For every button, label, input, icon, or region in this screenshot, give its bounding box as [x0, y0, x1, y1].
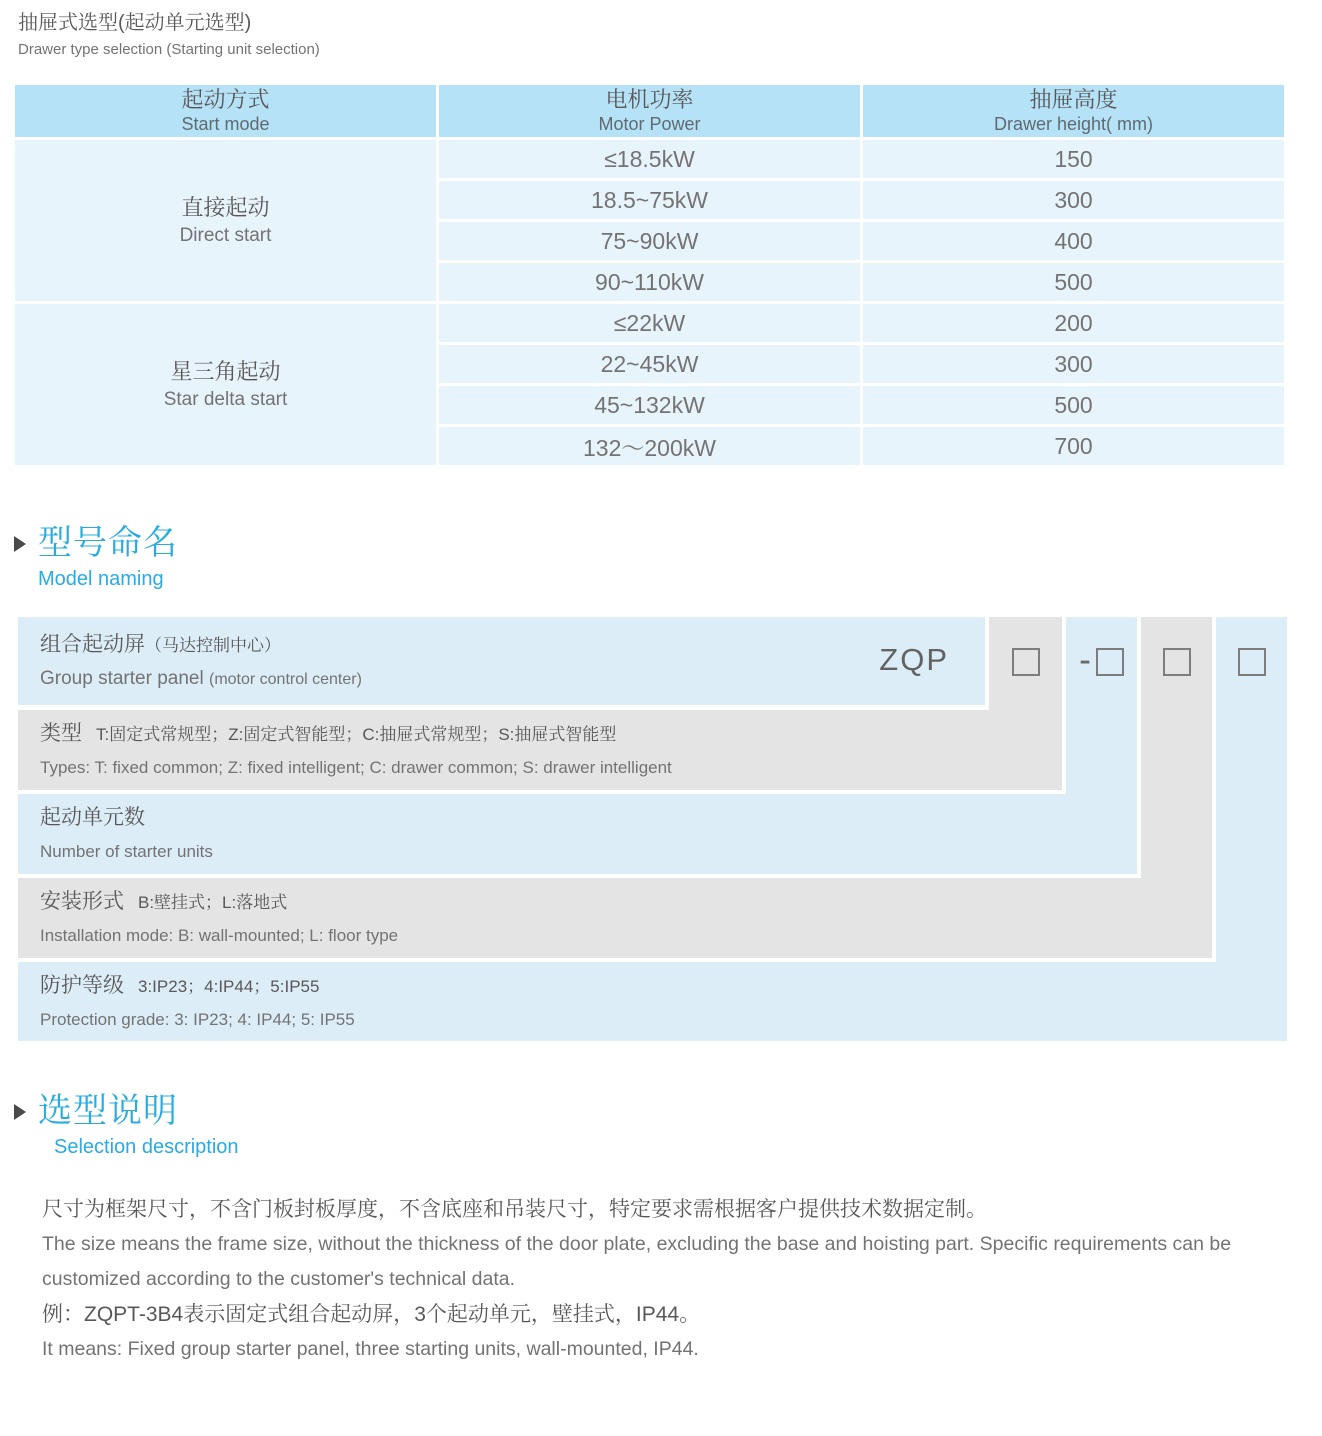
naming-row-en: [40, 668, 985, 691]
power-cell: 22~45kW: [439, 345, 860, 383]
naming-row-zh-main: 组合起动屏: [40, 632, 145, 656]
doc-title-zh: 抽屉式选型(起动单元选型): [18, 12, 252, 34]
description-paragraph-en: The size means the frame size, without the thickness of the door plate, excluding the base and hoisting part. Specific requirements can be customized according to the customer's technical data.: [42, 1233, 1232, 1290]
section-heading-zh: 型号命名: [38, 524, 178, 562]
section-arrow-icon: [14, 1104, 26, 1120]
height-cell: 150: [863, 140, 1284, 178]
height-cell: 300: [863, 345, 1284, 383]
naming-strip-starter-units: [1066, 617, 1137, 874]
naming-row-en: Types: T: fixed common; Z: fixed intelligent; C: drawer common; S: drawer intelligent: [40, 758, 672, 777]
naming-row-zh-detail: 3:IP23；4:IP44；5:IP55: [138, 976, 320, 996]
selection-description-heading: [14, 1090, 239, 1160]
naming-row-zh: [40, 805, 1137, 832]
model-digit-box-icon: [1012, 648, 1040, 676]
power-cell: 45~132kW: [439, 386, 860, 424]
column-header-motor-power: [439, 85, 860, 137]
naming-row-types: [18, 710, 1062, 790]
header-zh: 抽屉高度: [1029, 87, 1118, 112]
description-paragraph-zh: 尺寸为框架尺寸，不含门板封板厚度，不含底座和吊装尺寸，特定要求需根据客户提供技术数据定制。: [42, 1198, 987, 1221]
height-cell: 400: [863, 222, 1284, 260]
model-prefix: ZQP: [879, 642, 949, 677]
naming-row-zh-detail: B:壁挂式；L:落地式: [138, 893, 288, 912]
height-cell: 200: [863, 304, 1284, 342]
section-heading-zh: 选型说明: [38, 1092, 178, 1130]
naming-strip-type: [989, 617, 1062, 790]
naming-row-zh-label: 安装形式: [40, 890, 124, 913]
example-paragraph-zh: 例：ZQPT-3B4表示固定式组合起动屏，3个起动单元，壁挂式，IP44。: [42, 1303, 701, 1326]
table-column-motor-power: [439, 85, 860, 465]
power-cell: 132～200kW: [439, 427, 860, 465]
naming-row-en: Installation mode: B: wall-mounted; L: floor type: [40, 926, 399, 945]
naming-row-en: Number of starter units: [40, 842, 213, 861]
model-naming-heading: [14, 522, 178, 592]
power-cell: ≤18.5kW: [439, 140, 860, 178]
naming-strip-installation: [1141, 617, 1212, 958]
power-cell: 75~90kW: [439, 222, 860, 260]
height-cell: 500: [863, 263, 1284, 301]
table-column-drawer-height: [863, 85, 1284, 465]
model-digit-box-icon: [1163, 648, 1191, 676]
naming-row-group-starter-panel: [18, 617, 985, 705]
power-cell: 18.5~75kW: [439, 181, 860, 219]
naming-row-zh: [40, 721, 1062, 748]
naming-row-zh: [40, 632, 985, 659]
doc-title: [18, 10, 320, 60]
naming-row-zh-label: 类型: [40, 722, 82, 745]
naming-row-en: Protection grade: 3: IP23; 4: IP44; 5: IP55: [40, 1009, 355, 1029]
group-label-zh: 星三角起动: [170, 358, 281, 384]
height-cell: 700: [863, 427, 1284, 465]
naming-row-zh-paren: （马达控制中心）: [145, 635, 281, 655]
section-heading-text: [38, 522, 178, 592]
drawer-selection-table: [15, 85, 1284, 465]
group-label-en: Direct start: [179, 224, 272, 246]
header-zh: 电机功率: [605, 87, 694, 112]
power-cell: ≤22kW: [439, 304, 860, 342]
height-cell: 300: [863, 181, 1284, 219]
naming-row-en-main: Group starter panel: [40, 667, 204, 689]
section-heading-en: Selection description: [54, 1136, 239, 1158]
model-dash: -: [1079, 647, 1091, 675]
header-en: Motor Power: [598, 114, 701, 134]
doc-title-en: Drawer type selection (Starting unit selection): [18, 41, 320, 58]
naming-row-starter-units: [18, 794, 1137, 874]
model-naming-diagram: [18, 617, 1287, 1041]
header-zh: 起动方式: [181, 87, 270, 112]
group-cell-star-delta-start: [15, 304, 436, 465]
example-paragraph-en: It means: Fixed group starter panel, three starting units, wall-mounted, IP44.: [42, 1338, 699, 1360]
group-label-zh: 直接起动: [181, 194, 270, 220]
column-header-drawer-height: [863, 85, 1284, 137]
group-cell-direct-start: [15, 140, 436, 301]
section-heading-en: Model naming: [38, 568, 164, 590]
model-digit-box-icon: [1238, 648, 1266, 676]
naming-row-zh-label: 起动单元数: [40, 806, 145, 829]
naming-row-zh-detail: T:固定式常规型；Z:固定式智能型；C:抽屉式常规型；S:抽屉式智能型: [96, 725, 617, 744]
power-cell: 90~110kW: [439, 263, 860, 301]
height-cell: 500: [863, 386, 1284, 424]
naming-row-zh: [40, 889, 1212, 916]
naming-strip-protection: [1216, 617, 1287, 1041]
group-label-en: Star delta start: [163, 388, 288, 410]
naming-row-protection-grade: [18, 962, 1287, 1041]
section-heading-text: [38, 1090, 239, 1160]
naming-row-zh: [40, 973, 1287, 1000]
header-en: Drawer height( mm): [993, 114, 1154, 134]
naming-row-zh-label: 防护等级: [40, 973, 124, 997]
model-digit-box-icon: [1096, 648, 1124, 676]
section-arrow-icon: [14, 536, 26, 552]
header-en: Start mode: [181, 114, 270, 134]
column-header-start-mode: [15, 85, 436, 137]
naming-row-en-paren: (motor control center): [208, 670, 362, 688]
table-column-start-mode: [15, 85, 436, 465]
selection-description-body: [42, 1192, 1290, 1367]
naming-row-installation-mode: [18, 878, 1212, 958]
